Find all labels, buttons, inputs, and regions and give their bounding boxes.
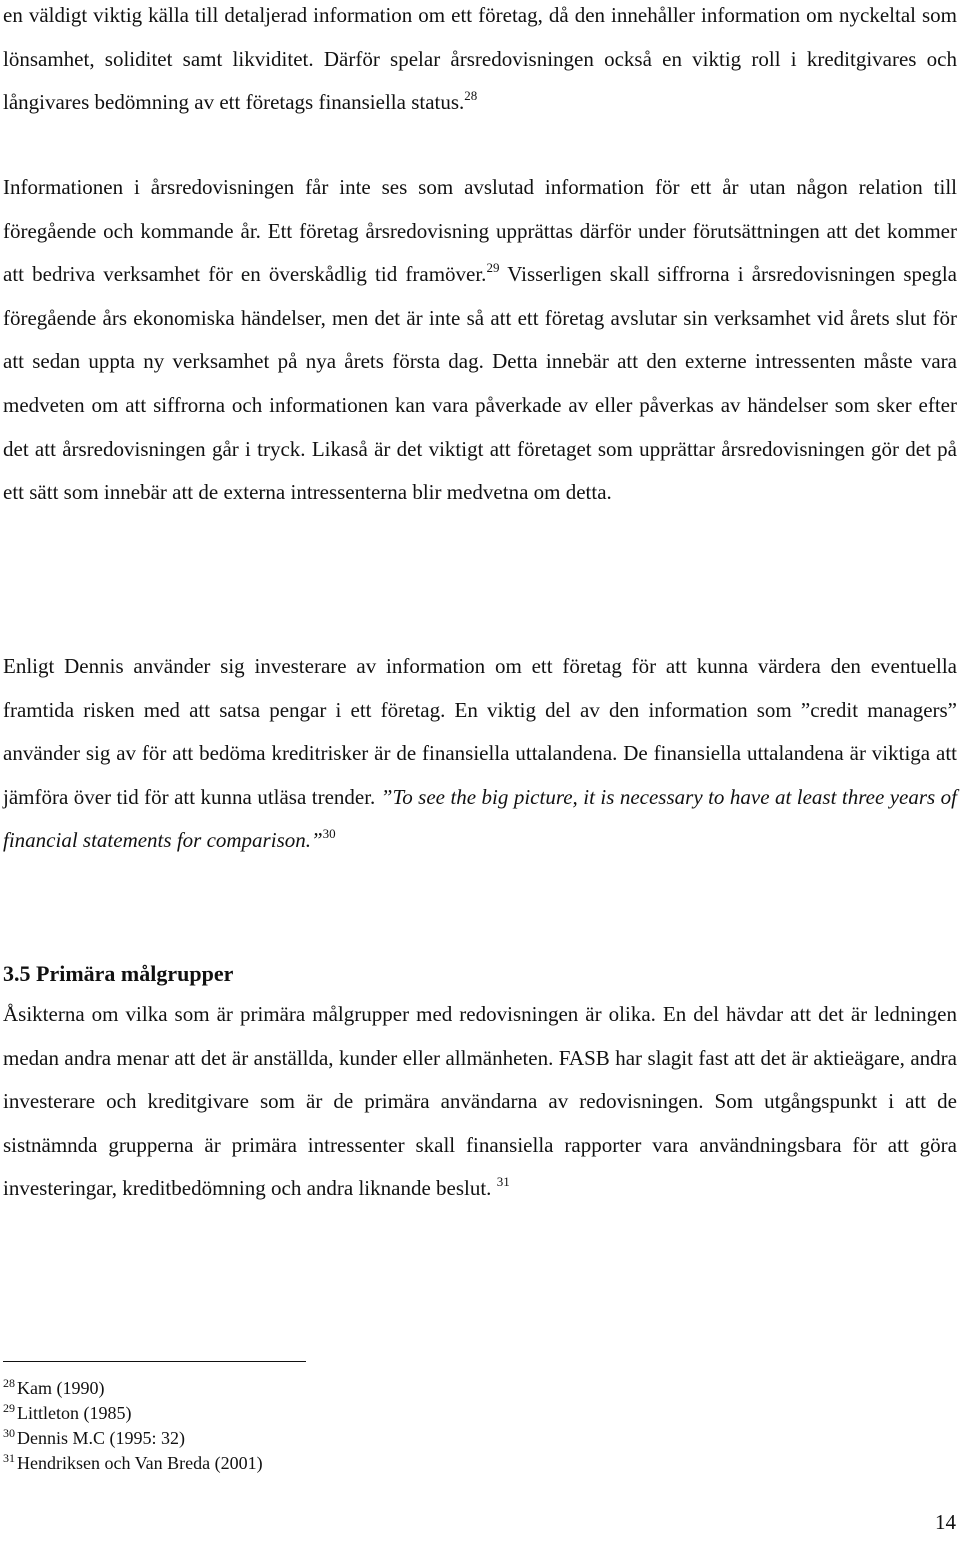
footnote-separator (3, 1361, 306, 1362)
footnote-reference: 28 (464, 88, 478, 104)
paragraph-text-continued: Visserligen skall siffrorna i årsredovisningen spegla föregående års ekonomiska händelser, men det är inte så att ett företag avslutar sin verksamhet vid årets slut för att sedan uppta ny verksamhet på nya årets första dag. Detta innebär att den externe intressenten måste vara medveten om att siffrorna och informationen kan vara påverkade av eller påverkas av händelser som sker efter det att årsredovisningen går i tryck. Likaså är det viktigt att företaget som upprättar årsredovisningen gör det på ett sätt som innebär att de externa intressenterna blir medvetna om detta. (3, 262, 957, 505)
page-number: 14 (935, 1510, 956, 1534)
paragraph-annual-report-importance (3, 0, 957, 125)
footnote-text: Littleton (1985) (17, 1403, 132, 1423)
footnote-reference: 29 (486, 260, 500, 276)
paragraph-text: Informationen i årsredovisningen får inte ses som avslutad information för ett år utan någon relation till föregående och kommande år. Ett företag årsredovisning upprättas därför under förutsättningen att det kommer att bedriva verksamhet för en överskådlig tid framöver. (3, 175, 957, 287)
paragraph-text: en väldigt viktig källa till detaljerad information om ett företag, då den innehåller information om nyckeltal som lönsamhet, soliditet samt likviditet. Därför spelar årsredovisningen också en viktig roll i kreditgivares och långivares bedömning av ett företags finansiella status. (3, 3, 957, 115)
footnote-number: 31 (3, 1451, 15, 1465)
footnote-reference: 31 (496, 1174, 510, 1190)
footnote-text: Hendriksen och Van Breda (2001) (17, 1453, 263, 1473)
footnote-item (3, 1376, 263, 1401)
paragraph-primary-target-groups (3, 993, 957, 1211)
paragraph-investors-dennis (3, 645, 957, 863)
footnote-item (3, 1401, 263, 1426)
footnote-number: 28 (3, 1376, 15, 1390)
footnote-number: 30 (3, 1426, 15, 1440)
section-heading: 3.5 Primära målgrupper (3, 961, 234, 986)
paragraph-going-concern (3, 166, 957, 515)
footnote-text: Dennis M.C (1995: 32) (17, 1428, 185, 1448)
paragraph-text: Enligt Dennis använder sig investerare av information om ett företag för att kunna värdera den eventuella framtida risken med att satsa pengar i ett företag. En viktig del av den information som ”credit managers” använder sig av för att bedöma kreditrisker är de finansiella uttalandena. De finansiella uttalandena är viktiga att jämföra över tid för att kunna utläsa trender. (3, 654, 957, 809)
quotation: ”To see the big picture, it is necessary to have at least three years of financial statements for comparison.” (3, 784, 958, 853)
paragraph-text: Åsikterna om vilka som är primära målgrupper med redovisningen är olika. En del hävdar att det är ledningen medan andra menar att det är anställda, kunder eller allmänheten. FASB har slagit fast att det är aktieägare, andra investerare och kreditgivare som är de primära användarna av redovisningen. Som utgångspunkt i att de sistnämnda grupperna är primära intressenter skall finansiella rapporter vara användningsbara för att göra investeringar, kreditbedömning och andra liknande beslut. (3, 1002, 957, 1201)
footnote-item (3, 1426, 263, 1451)
footnote-number: 29 (3, 1401, 15, 1415)
footnote-reference: 30 (322, 826, 336, 842)
footnote-text: Kam (1990) (17, 1378, 105, 1398)
footnote-list (3, 1376, 263, 1476)
footnote-item (3, 1451, 263, 1476)
